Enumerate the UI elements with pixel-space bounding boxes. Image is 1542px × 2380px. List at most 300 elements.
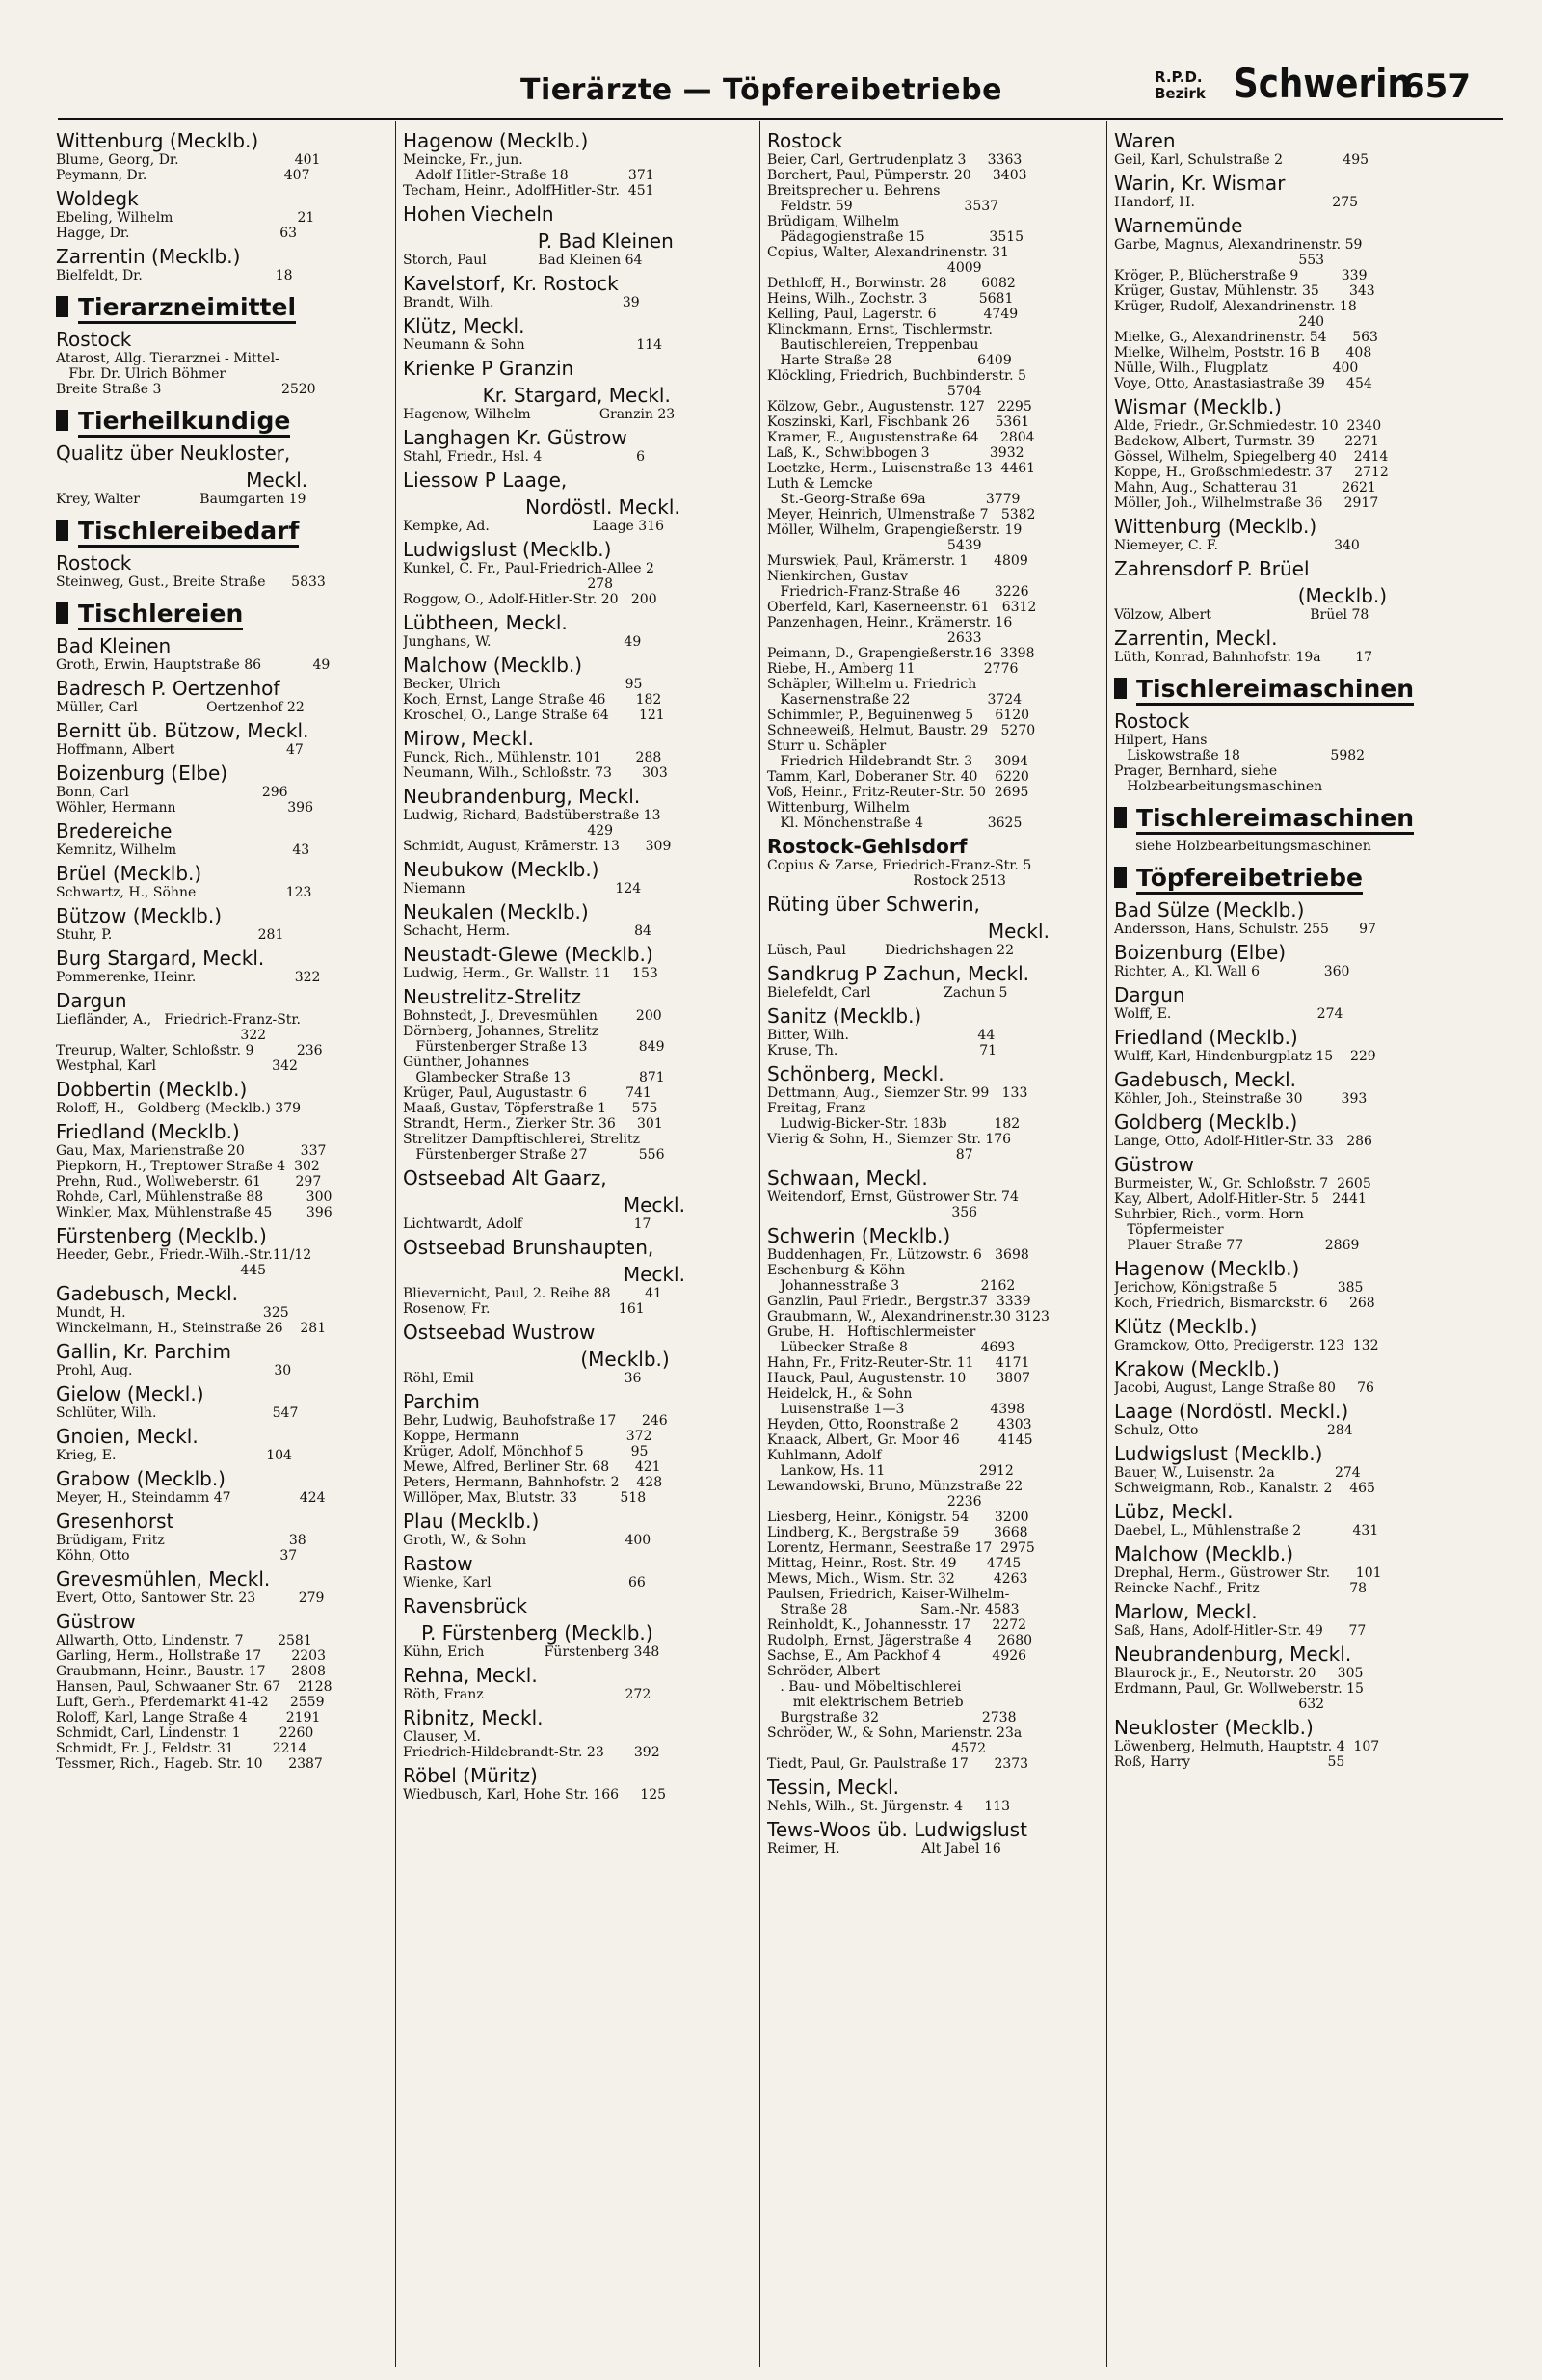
town-heading: Marlow, Meckl. xyxy=(1114,1600,1258,1623)
town-heading: Warnemünde xyxy=(1114,214,1243,237)
town-heading: Wittenburg (Mecklb.) xyxy=(56,129,259,152)
entry-line: Sturr u. Schäpler xyxy=(767,738,887,754)
entry-line: Kühn, Erich Fürstenberg 348 xyxy=(403,1645,660,1660)
entry-line: Fürstenberger Straße 27 556 xyxy=(403,1147,665,1163)
entry-line: Knaack, Albert, Gr. Moor 46 4145 xyxy=(767,1432,1033,1448)
entry-line: Westphal, Karl 342 xyxy=(56,1058,298,1074)
town-heading: Sandkrug P Zachun, Meckl. xyxy=(767,962,1030,985)
town-heading: Bützow (Mecklb.) xyxy=(56,904,223,927)
entry-line: Tiedt, Paul, Gr. Paulstraße 17 2373 xyxy=(767,1756,1029,1772)
page-number: 657 xyxy=(1402,67,1471,106)
town-heading: Neustadt-Glewe (Mecklb.) xyxy=(403,943,653,966)
town-heading: Meckl. xyxy=(767,920,1050,943)
entry-line: Luisenstraße 1—3 4398 xyxy=(767,1402,1025,1417)
entry-line: Prehn, Rud., Wollweberstr. 61 297 xyxy=(56,1174,322,1190)
entry-line: Wittenburg, Wilhelm xyxy=(767,800,910,816)
town-heading: Qualitz über Neukloster, xyxy=(56,441,291,465)
entry-line: Kölzow, Gebr., Augustenstr. 127 2295 xyxy=(767,399,1032,414)
town-heading: Rostock xyxy=(1114,709,1190,733)
entry-line: 5704 xyxy=(767,384,982,399)
entry-line: Harte Straße 28 6409 xyxy=(767,353,1012,368)
entry-line: Hagenow, Wilhelm Granzin 23 xyxy=(403,407,676,422)
entry-line: Wöhler, Hermann 396 xyxy=(56,800,313,816)
entry-line: Breite Straße 3 2520 xyxy=(56,382,316,397)
town-heading: Lübtheen, Meckl. xyxy=(403,611,568,634)
town-heading: Rostock xyxy=(767,129,843,152)
entry-line: Hagge, Dr. 63 xyxy=(56,226,298,241)
entry-line: 278 xyxy=(403,576,614,592)
town-heading: Ravensbrück xyxy=(403,1594,528,1618)
entry-line: Johannesstraße 3 2162 xyxy=(767,1278,1016,1294)
entry-line: Becker, Ulrich 95 xyxy=(403,677,643,692)
town-heading: Bad Sülze (Mecklb.) xyxy=(1114,898,1305,922)
entry-line: Schweigmann, Rob., Kanalstr. 2 465 xyxy=(1114,1481,1375,1496)
entry-line: Paulsen, Friedrich, Kaiser-Wilhelm- xyxy=(767,1587,1010,1602)
entry-line: Gau, Max, Marienstraße 20 337 xyxy=(56,1143,327,1159)
entry-line: 553 xyxy=(1114,253,1325,268)
entry-line: Suhrbier, Rich., vorm. Horn xyxy=(1114,1207,1304,1222)
town-heading: Mirow, Meckl. xyxy=(403,727,534,750)
entry-line: Bielfeldt, Dr. 18 xyxy=(56,268,293,283)
entry-line: Prager, Bernhard, siehe xyxy=(1114,763,1278,779)
entry-line: Reinholdt, K., Johannesstr. 17 2272 xyxy=(767,1618,1027,1633)
section-heading xyxy=(1114,675,1453,704)
town-heading: Zarrentin (Mecklb.) xyxy=(56,245,241,268)
entry-line: Schröder, W., & Sohn, Marienstr. 23a xyxy=(767,1725,1023,1741)
entry-line: Blaurock jr., E., Neutorstr. 20 305 xyxy=(1114,1666,1364,1681)
district-label xyxy=(1155,69,1206,102)
town-heading: Laage (Nordöstl. Meckl.) xyxy=(1114,1400,1349,1423)
town-heading: Bredereiche xyxy=(56,819,173,842)
town-heading: Meckl. xyxy=(56,468,308,492)
entry-line: Borchert, Paul, Pümperstr. 20 3403 xyxy=(767,168,1027,183)
entry-line: Dörnberg, Johannes, Strelitz xyxy=(403,1024,599,1039)
entry-line: Oberfeld, Karl, Kaserneenstr. 61 6312 xyxy=(767,600,1037,615)
entry-line: Krüger, Paul, Augustastr. 6 741 xyxy=(403,1085,651,1101)
entry-line: 429 xyxy=(403,823,614,839)
town-heading: Malchow (Mecklb.) xyxy=(1114,1542,1294,1565)
entry-line: Lange, Otto, Adolf-Hitler-Str. 33 286 xyxy=(1114,1134,1372,1149)
town-heading: Röbel (Müritz) xyxy=(403,1764,538,1787)
entry-line: Grube, H. Hoftischlermeister xyxy=(767,1324,976,1340)
entry-line: Eschenburg & Köhn xyxy=(767,1263,906,1278)
entry-line: Panzenhagen, Heinr., Krämerstr. 16 xyxy=(767,615,1013,630)
entry-line: Blievernicht, Paul, 2. Reihe 88 41 xyxy=(403,1286,662,1301)
entry-line: Freitag, Franz xyxy=(767,1101,866,1116)
entry-line: Röth, Franz 272 xyxy=(403,1687,651,1702)
entry-line: Schmidt, Fr. J., Feldstr. 31 2214 xyxy=(56,1741,307,1756)
entry-line: Daebel, L., Mühlenstraße 2 431 xyxy=(1114,1523,1379,1538)
town-heading: Gnoien, Meckl. xyxy=(56,1425,199,1448)
entry-line: Hoffmann, Albert 47 xyxy=(56,742,304,758)
header-rule xyxy=(58,118,1503,120)
entry-line: Möller, Joh., Wilhelmstraße 36 2917 xyxy=(1114,495,1379,511)
entry-line: Heins, Wilh., Zochstr. 3 5681 xyxy=(767,291,1014,307)
entry-line: Meyer, Heinrich, Ulmenstraße 7 5382 xyxy=(767,507,1036,522)
entry-line: Kay, Albert, Adolf-Hitler-Str. 5 2441 xyxy=(1114,1191,1367,1207)
entry-line: Ludwig, Herm., Gr. Wallstr. 11 153 xyxy=(403,966,658,981)
town-heading: Warin, Kr. Wismar xyxy=(1114,172,1286,195)
entry-line: Hilpert, Hans xyxy=(1114,733,1208,748)
town-heading: Zarrentin, Meckl. xyxy=(1114,627,1278,650)
section-heading xyxy=(56,407,395,436)
section-marker-icon xyxy=(56,520,68,541)
entry-line: Koch, Friedrich, Bismarckstr. 6 268 xyxy=(1114,1296,1375,1311)
entry-line: Drephal, Herm., Güstrower Str. 101 xyxy=(1114,1565,1382,1581)
entry-line: Buddenhagen, Fr., Lützowstr. 6 3698 xyxy=(767,1247,1029,1263)
entry-line: Beier, Carl, Gertrudenplatz 3 3363 xyxy=(767,152,1023,168)
town-heading: Plau (Mecklb.) xyxy=(403,1510,540,1533)
entry-line: Piepkorn, H., Treptower Straße 4 302 xyxy=(56,1159,320,1174)
entry-line: Kroschel, O., Lange Straße 64 121 xyxy=(403,708,665,723)
entry-line: 240 xyxy=(1114,314,1325,330)
section-heading-text: Tierarzneimittel xyxy=(78,293,296,324)
bezirk-label: Bezirk xyxy=(1155,85,1206,102)
entry-line: Bitter, Wilh. 44 xyxy=(767,1028,996,1043)
entry-line: Schäpler, Wilhelm u. Friedrich xyxy=(767,677,977,692)
town-heading: Boizenburg (Elbe) xyxy=(1114,941,1287,964)
entry-line: Günther, Johannes xyxy=(403,1055,530,1070)
entry-line: Mundt, H. 325 xyxy=(56,1305,289,1321)
town-heading: Grabow (Mecklb.) xyxy=(56,1467,226,1490)
entry-line: Lüsch, Paul Diedrichshagen 22 xyxy=(767,943,1014,958)
town-heading: Ostseebad Alt Gaarz, xyxy=(403,1166,607,1190)
entry-line: Mahn, Aug., Schatterau 31 2621 xyxy=(1114,480,1376,495)
town-heading: Ludwigslust (Mecklb.) xyxy=(1114,1442,1323,1465)
entry-line: Dettmann, Aug., Siemzer Str. 99 133 xyxy=(767,1085,1028,1101)
entry-line: Plauer Straße 77 2869 xyxy=(1114,1238,1360,1253)
entry-line: Loetzke, Herm., Luisenstraße 13 4461 xyxy=(767,461,1036,476)
entry-line: Storch, Paul Bad Kleinen 64 xyxy=(403,253,643,268)
column-divider xyxy=(759,121,760,2367)
town-heading: Ribnitz, Meckl. xyxy=(403,1706,544,1729)
town-heading: Rostock-Gehlsdorf xyxy=(767,835,968,858)
entry-line: Bautischlereien, Treppenbau xyxy=(767,337,979,353)
entry-line: Liefländer, A., Friedrich-Franz-Str. xyxy=(56,1012,302,1028)
town-heading: Klütz (Mecklb.) xyxy=(1114,1315,1258,1338)
entry-line: Röhl, Emil 36 xyxy=(403,1371,642,1386)
entry-line: 356 xyxy=(767,1205,978,1220)
entry-line: Clauser, M. xyxy=(403,1729,481,1745)
town-heading: Friedland (Mecklb.) xyxy=(1114,1026,1298,1049)
entry-line: Adolf Hitler-Straße 18 371 xyxy=(403,168,654,183)
entry-line: Burgstraße 32 2738 xyxy=(767,1710,1017,1725)
column-1 xyxy=(56,125,395,2371)
entry-line: Bauer, W., Luisenstr. 2a 274 xyxy=(1114,1465,1361,1481)
section-marker-icon xyxy=(1114,678,1127,699)
entry-line: Evert, Otto, Santower Str. 23 279 xyxy=(56,1591,325,1606)
town-heading: Hagenow (Mecklb.) xyxy=(403,129,589,152)
entry-line: Winckelmann, H., Steinstraße 26 281 xyxy=(56,1321,327,1336)
town-heading: P. Bad Kleinen xyxy=(403,229,674,253)
entry-line: 632 xyxy=(1114,1697,1325,1712)
entry-line: Schneeweiß, Helmut, Baustr. 29 5270 xyxy=(767,723,1036,738)
entry-line: Behr, Ludwig, Bauhofstraße 17 246 xyxy=(403,1413,668,1429)
entry-line: Strandt, Herm., Zierker Str. 36 301 xyxy=(403,1116,663,1132)
entry-line: Bonn, Carl 296 xyxy=(56,785,288,800)
entry-line: Schmidt, August, Krämerstr. 13 309 xyxy=(403,839,672,854)
entry-line: Bohnstedt, J., Drevesmühlen 200 xyxy=(403,1008,662,1024)
section-marker-icon xyxy=(1114,867,1127,888)
town-heading: Rostock xyxy=(56,328,132,351)
entry-line: Maaß, Gustav, Töpferstraße 1 575 xyxy=(403,1101,658,1116)
column-2 xyxy=(403,125,742,2371)
entry-line: Neumann & Sohn 114 xyxy=(403,337,663,353)
entry-line: Wienke, Karl 66 xyxy=(403,1575,646,1591)
section-marker-icon xyxy=(56,410,68,431)
entry-line: Hauck, Paul, Augustenstr. 10 3807 xyxy=(767,1371,1031,1386)
entry-line: Jerichow, Königstraße 5 385 xyxy=(1114,1280,1364,1296)
entry-line: Klöckling, Friedrich, Buchbinderstr. 5 xyxy=(767,368,1026,384)
town-heading: Liessow P Laage, xyxy=(403,468,568,492)
entry-line: Garling, Herm., Hollstraße 17 2203 xyxy=(56,1648,326,1664)
entry-line: Mewe, Alfred, Berliner Str. 68 421 xyxy=(403,1459,661,1475)
entry-line: 322 xyxy=(56,1028,267,1043)
section-heading-text: Tischlereibedarf xyxy=(78,517,299,548)
entry-line: Copius & Zarse, Friedrich-Franz-Str. 5 xyxy=(767,858,1032,873)
entry-line: Andersson, Hans, Schulstr. 255 97 xyxy=(1114,922,1376,937)
section-heading xyxy=(56,600,395,628)
entry-line: Fbr. Dr. Ulrich Böhmer xyxy=(56,366,226,382)
entry-line: Schmidt, Carl, Lindenstr. 1 2260 xyxy=(56,1725,314,1741)
entry-line: Müller, Carl Oertzenhof 22 xyxy=(56,700,305,715)
entry-line: Hansen, Paul, Schwaaner Str. 67 2128 xyxy=(56,1679,332,1695)
entry-line: Rudolph, Ernst, Jägerstraße 4 2680 xyxy=(767,1633,1033,1648)
entry-line: Koch, Ernst, Lange Straße 46 182 xyxy=(403,692,662,708)
entry-line: Krieg, E. 104 xyxy=(56,1448,292,1463)
entry-line: Sachse, E., Am Packhof 4 4926 xyxy=(767,1648,1027,1664)
entry-line: Schwartz, H., Söhne 123 xyxy=(56,885,312,900)
entry-line: Tamm, Karl, Doberaner Str. 40 6220 xyxy=(767,769,1029,785)
town-heading: Neubrandenburg, Meckl. xyxy=(403,785,641,808)
entry-line: Reincke Nachf., Fritz 78 xyxy=(1114,1581,1368,1596)
entry-line: Burmeister, W., Gr. Schloßstr. 7 2605 xyxy=(1114,1176,1371,1191)
town-heading: Ostseebad Wustrow xyxy=(403,1321,596,1344)
entry-line: Allwarth, Otto, Lindenstr. 7 2581 xyxy=(56,1633,312,1648)
entry-line: Kröger, P., Blücherstraße 9 339 xyxy=(1114,268,1368,283)
entry-line: Ebeling, Wilhelm 21 xyxy=(56,210,315,226)
town-heading: Kavelstorf, Kr. Rostock xyxy=(403,272,619,295)
page-header xyxy=(58,58,1503,116)
entry-line: Holzbearbeitungsmaschinen xyxy=(1114,779,1323,794)
entry-line: Nülle, Wilh., Flugplatz 400 xyxy=(1114,361,1359,376)
entry-line: Techam, Heinr., AdolfHitler-Str. 451 xyxy=(403,183,654,199)
entry-line: Friedrich-Hildebrandt-Str. 23 392 xyxy=(403,1745,660,1760)
note-text: siehe Holzbearbeitungsmaschinen xyxy=(1114,839,1371,854)
entry-line: Junghans, W. 49 xyxy=(403,634,642,650)
town-heading: Zahrensdorf P. Brüel xyxy=(1114,557,1310,580)
town-heading: Klütz, Meckl. xyxy=(403,314,525,337)
town-heading: Meckl. xyxy=(403,1193,685,1217)
town-heading: Hohen Viecheln xyxy=(403,202,554,226)
town-heading: Rüting über Schwerin, xyxy=(767,893,980,916)
entry-line: Jacobi, August, Lange Straße 80 76 xyxy=(1114,1380,1374,1396)
town-heading: Dargun xyxy=(56,989,127,1012)
entry-line: Voß, Heinr., Fritz-Reuter-Str. 50 2695 xyxy=(767,785,1029,800)
entry-line: 87 xyxy=(767,1147,973,1163)
entry-line: Voye, Otto, Anastasiastraße 39 454 xyxy=(1114,376,1372,391)
town-heading: Boizenburg (Elbe) xyxy=(56,762,228,785)
town-heading: Fürstenberg (Mecklb.) xyxy=(56,1224,267,1247)
entry-line: 4009 xyxy=(767,260,982,276)
entry-line: 5439 xyxy=(767,538,982,553)
entry-line: Geil, Karl, Schulstraße 2 495 xyxy=(1114,152,1369,168)
entry-line: Heidelck, H., & Sohn xyxy=(767,1386,913,1402)
section-heading-text: Tischlereien xyxy=(78,600,243,630)
entry-line: Roß, Harry 55 xyxy=(1114,1754,1345,1770)
entry-line: Kasernenstraße 22 3724 xyxy=(767,692,1023,708)
town-heading: Grevesmühlen, Meckl. xyxy=(56,1567,271,1591)
entry-line: Kramer, E., Augustenstraße 64 2804 xyxy=(767,430,1035,445)
entry-line: Kunkel, C. Fr., Paul-Friedrich-Allee 2 xyxy=(403,561,654,576)
entry-line: Kempke, Ad. Laage 316 xyxy=(403,519,665,534)
entry-line: Töpfermeister xyxy=(1114,1222,1224,1238)
entry-line: Groth, Erwin, Hauptstraße 86 49 xyxy=(56,657,331,673)
entry-line: Niemeyer, C. F. 340 xyxy=(1114,538,1360,553)
town-heading: Rehna, Meckl. xyxy=(403,1664,538,1687)
entry-line: Murswiek, Paul, Krämerstr. 1 4809 xyxy=(767,553,1028,569)
town-heading: Gielow (Meckl.) xyxy=(56,1382,204,1405)
town-heading: Brüel (Mecklb.) xyxy=(56,862,202,885)
entry-line: Mews, Mich., Wism. Str. 32 4263 xyxy=(767,1571,1028,1587)
entry-line: Ludwig-Bicker-Str. 183b 182 xyxy=(767,1116,1021,1132)
town-heading: Badresch P. Oertzenhof xyxy=(56,677,280,700)
entry-line: Hahn, Fr., Fritz-Reuter-Str. 11 4171 xyxy=(767,1355,1030,1371)
column-divider xyxy=(395,121,396,2367)
entry-line: Pädagogienstraße 15 3515 xyxy=(767,229,1024,245)
entry-line: Friedrich-Franz-Straße 46 3226 xyxy=(767,584,1029,600)
entry-line: Schlüter, Wilh. 547 xyxy=(56,1405,299,1421)
town-heading: Tews-Woos üb. Ludwigslust xyxy=(767,1818,1027,1841)
entry-line: Kuhlmann, Adolf xyxy=(767,1448,882,1463)
section-marker-icon xyxy=(56,296,68,317)
town-heading: Güstrow xyxy=(1114,1153,1194,1176)
entry-line: Niemann 124 xyxy=(403,881,642,896)
entry-line: Klinckmann, Ernst, Tischlermstr. xyxy=(767,322,993,337)
district-name: Schwerin xyxy=(1234,60,1412,107)
entry-line: Weitendorf, Ernst, Güstrower Str. 74 xyxy=(767,1190,1019,1205)
town-heading: Ostseebad Brunshaupten, xyxy=(403,1236,654,1259)
entry-line: Brüdigam, Fritz 38 xyxy=(56,1533,306,1548)
entry-line: Rostock 2513 xyxy=(767,873,1006,889)
entry-line: mit elektrischem Betrieb xyxy=(767,1695,964,1710)
entry-line: Gramckow, Otto, Predigerstr. 123 132 xyxy=(1114,1338,1379,1353)
section-heading xyxy=(1114,864,1453,893)
section-heading xyxy=(1114,804,1453,833)
entry-line: Roggow, O., Adolf-Hitler-Str. 20 200 xyxy=(403,592,657,607)
entry-line: Fürstenberger Straße 13 849 xyxy=(403,1039,665,1055)
entry-line: Lindberg, K., Bergstraße 59 3668 xyxy=(767,1525,1028,1540)
entry-line: Kl. Mönchenstraße 4 3625 xyxy=(767,816,1023,831)
town-heading: Malchow (Mecklb.) xyxy=(403,654,583,677)
entry-line: Koppe, Hermann 372 xyxy=(403,1429,652,1444)
entry-line: Lewandowski, Bruno, Münzstraße 22 xyxy=(767,1479,1024,1494)
entry-line: Heyden, Otto, Roonstraße 2 4303 xyxy=(767,1417,1032,1432)
entry-line: Völzow, Albert Brüel 78 xyxy=(1114,607,1369,623)
town-heading: Gadebusch, Meckl. xyxy=(1114,1068,1296,1091)
entry-line: Lüth, Konrad, Bahnhofstr. 19a 17 xyxy=(1114,650,1373,665)
entry-line: Erdmann, Paul, Gr. Wollweberstr. 15 xyxy=(1114,1681,1364,1697)
town-heading: Schwerin (Mecklb.) xyxy=(767,1224,951,1247)
entry-line: 4572 xyxy=(767,1741,986,1756)
entry-line: Glambecker Straße 13 871 xyxy=(403,1070,665,1085)
entry-line: Saß, Hans, Adolf-Hitler-Str. 49 77 xyxy=(1114,1623,1367,1639)
entry-line: Straße 28 Sam.-Nr. 4583 xyxy=(767,1602,1020,1618)
entry-line: Schröder, Albert xyxy=(767,1664,881,1679)
entry-line: Rosenow, Fr. 161 xyxy=(403,1301,645,1317)
entry-line: Kruse, Th. 71 xyxy=(767,1043,997,1058)
entry-line: Peimann, D., Grapengießerstr.16 3398 xyxy=(767,646,1035,661)
entry-line: Kemnitz, Wilhelm 43 xyxy=(56,842,310,858)
town-heading: Meckl. xyxy=(403,1263,685,1286)
entry-line: Schacht, Herm. 84 xyxy=(403,923,651,939)
rpd-label: R.P.D. xyxy=(1155,68,1203,86)
town-heading: Gresenhorst xyxy=(56,1510,174,1533)
entry-line: Krey, Walter Baumgarten 19 xyxy=(56,492,306,507)
entry-line: Köhn, Otto 37 xyxy=(56,1548,298,1564)
town-heading: Sanitz (Mecklb.) xyxy=(767,1004,922,1028)
entry-line: Mielke, G., Alexandrinenstr. 54 563 xyxy=(1114,330,1378,345)
entry-line: Groth, W., & Sohn 400 xyxy=(403,1533,651,1548)
entry-line: Krüger, Adolf, Mönchhof 5 95 xyxy=(403,1444,649,1459)
town-heading: Neubrandenburg, Meckl. xyxy=(1114,1643,1352,1666)
entry-line: Roloff, Karl, Lange Straße 4 2191 xyxy=(56,1710,321,1725)
town-heading: Lübz, Meckl. xyxy=(1114,1500,1234,1523)
entry-line: Breitsprecher u. Behrens xyxy=(767,183,941,199)
town-heading: Neustrelitz-Strelitz xyxy=(403,985,582,1008)
town-heading: Schönberg, Meckl. xyxy=(767,1062,944,1085)
town-heading: Krakow (Mecklb.) xyxy=(1114,1357,1280,1380)
entry-line: Lorentz, Hermann, Seestraße 17 2975 xyxy=(767,1540,1035,1556)
entry-line: Luft, Gerh., Pferdemarkt 41-42 2559 xyxy=(56,1695,325,1710)
entry-line: Treurup, Walter, Schloßstr. 9 236 xyxy=(56,1043,323,1058)
entry-line: Ludwig, Richard, Badstüberstraße 13 xyxy=(403,808,661,823)
running-title: Tierärzte — Töpfereibetriebe xyxy=(520,73,1002,107)
entry-line: 445 xyxy=(56,1263,267,1278)
entry-line: St.-Georg-Straße 69a 3779 xyxy=(767,492,1021,507)
section-heading-text: Tischlereimaschinen xyxy=(1136,804,1414,835)
entry-line: Wolff, E. 274 xyxy=(1114,1006,1343,1022)
town-heading: Krienke P Granzin xyxy=(403,357,574,380)
town-heading: Dargun xyxy=(1114,983,1185,1006)
town-heading: Waren xyxy=(1114,129,1176,152)
section-heading xyxy=(56,293,395,322)
town-heading: Wittenburg (Mecklb.) xyxy=(1114,515,1317,538)
town-heading: Ludwigslust (Mecklb.) xyxy=(403,538,612,561)
town-heading: Rostock xyxy=(56,551,132,575)
town-heading: Parchim xyxy=(403,1390,480,1413)
entry-line: Nehls, Wilh., St. Jürgenstr. 4 113 xyxy=(767,1799,1011,1814)
town-heading: Langhagen Kr. Güstrow xyxy=(403,426,627,449)
town-heading: Neubukow (Mecklb.) xyxy=(403,858,599,881)
town-heading: Rastow xyxy=(403,1552,473,1575)
town-heading: Schwaan, Meckl. xyxy=(767,1166,928,1190)
entry-line: 2236 xyxy=(767,1494,982,1510)
town-heading: Goldberg (Mecklb.) xyxy=(1114,1110,1298,1134)
section-heading-text: Töpfereibetriebe xyxy=(1136,864,1363,895)
town-heading: Nordöstl. Meckl. xyxy=(403,495,680,519)
entry-line: Richter, A., Kl. Wall 6 360 xyxy=(1114,964,1350,979)
entry-line: Wiedbusch, Karl, Hohe Str. 166 125 xyxy=(403,1787,667,1803)
section-heading-text: Tierheilkundige xyxy=(78,407,290,438)
town-heading: P. Fürstenberg (Mecklb.) xyxy=(403,1621,653,1645)
entry-line: . Bau- und Möbeltischlerei xyxy=(767,1679,962,1695)
town-heading: Friedland (Mecklb.) xyxy=(56,1120,240,1143)
town-heading: Tessin, Meckl. xyxy=(767,1776,899,1799)
entry-line: Köhler, Joh., Steinstraße 30 393 xyxy=(1114,1091,1368,1107)
entry-line: Lübecker Straße 8 4693 xyxy=(767,1340,1016,1355)
entry-line: Feldstr. 59 3537 xyxy=(767,199,999,214)
